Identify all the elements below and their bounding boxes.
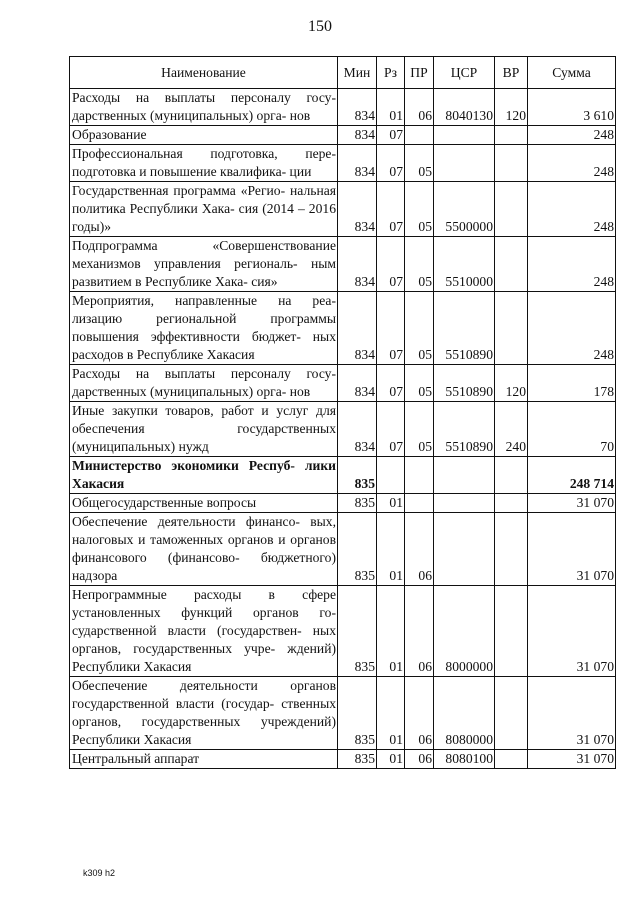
row-name-line: Расходы на выплаты персоналу госу- (72, 90, 336, 105)
row-pr: 05 (405, 145, 434, 182)
row-name-line: ственных органов, государственных (72, 696, 337, 729)
row-name-line: нов (289, 108, 311, 123)
row-name-line: Центральный аппарат (72, 751, 200, 766)
row-min: 835 (338, 457, 377, 494)
row-name (70, 365, 338, 402)
row-pr: 05 (405, 182, 434, 237)
row-name (70, 182, 338, 237)
row-name-line: государственной власти (государ- (72, 696, 275, 711)
row-name-line: дарственных (муниципальных) орга- (72, 108, 287, 123)
row-name-line: дарственных (муниципальных) орга- (72, 384, 287, 399)
row-name-line: ждений) Республики Хакасия (72, 641, 336, 674)
row-pr: 06 (405, 750, 434, 769)
row-vr (495, 292, 528, 365)
row-name-line: нов (289, 384, 311, 399)
row-csr: 5510890 (434, 402, 495, 457)
row-name-line: для обеспечения государственных (72, 403, 336, 436)
table-row (70, 292, 616, 365)
row-name-line: Профессиональная подготовка, пере- (72, 146, 336, 161)
row-min: 835 (338, 750, 377, 769)
row-min: 834 (338, 292, 377, 365)
row-rz: 07 (377, 237, 405, 292)
row-csr (434, 494, 495, 513)
row-csr (434, 457, 495, 494)
table-row (70, 677, 616, 750)
row-name (70, 750, 338, 769)
row-csr: 8080000 (434, 677, 495, 750)
row-pr: 06 (405, 89, 434, 126)
row-pr (405, 457, 434, 494)
row-vr (495, 182, 528, 237)
row-vr: 120 (495, 365, 528, 402)
table-row (70, 402, 616, 457)
row-csr (434, 145, 495, 182)
row-min: 835 (338, 494, 377, 513)
row-pr: 06 (405, 513, 434, 586)
table-header-row (70, 57, 616, 89)
row-name-line: Мероприятия, направленные на реа- (72, 293, 336, 308)
row-vr (495, 677, 528, 750)
table-row (70, 494, 616, 513)
table-row (70, 237, 616, 292)
header-csr: ЦСР (434, 57, 495, 89)
row-vr (495, 237, 528, 292)
page-number: 150 (308, 18, 332, 35)
row-sum: 31 070 (528, 586, 616, 677)
row-name-line: подготовка и повышение квалифика- (72, 164, 287, 179)
header-sum: Сумма (528, 57, 616, 89)
row-pr: 06 (405, 586, 434, 677)
row-sum: 248 (528, 126, 616, 145)
table-row (70, 750, 616, 769)
row-vr (495, 513, 528, 586)
row-name-line: лики Хакасия (72, 458, 336, 491)
row-vr: 120 (495, 89, 528, 126)
header-vr: ВР (495, 57, 528, 89)
row-sum: 248 (528, 145, 616, 182)
row-name (70, 126, 338, 145)
row-name-line: вых, налоговых и таможенных органов (72, 514, 336, 547)
row-rz: 01 (377, 677, 405, 750)
row-min: 834 (338, 402, 377, 457)
row-vr (495, 586, 528, 677)
row-name-line: Подпрограмма «Совершенствование (72, 238, 336, 253)
row-sum: 178 (528, 365, 616, 402)
row-min: 834 (338, 365, 377, 402)
table-row (70, 145, 616, 182)
row-name-line: повышения эффективности бюджет- (72, 329, 301, 344)
row-name-line: Непрограммные расходы в сфере (72, 587, 336, 602)
row-rz: 07 (377, 126, 405, 145)
row-name-line: (муниципальных) нужд (72, 439, 209, 454)
row-name-line: Министерство экономики Респуб- (72, 458, 295, 473)
row-sum: 248 (528, 182, 616, 237)
row-pr: 05 (405, 292, 434, 365)
row-rz: 07 (377, 292, 405, 365)
row-name-line: учреждений) Республики Хакасия (72, 714, 336, 747)
budget-table (69, 56, 616, 769)
row-vr (495, 457, 528, 494)
row-vr: 240 (495, 402, 528, 457)
row-rz: 07 (377, 402, 405, 457)
row-sum: 31 070 (528, 494, 616, 513)
row-rz: 01 (377, 513, 405, 586)
row-name (70, 513, 338, 586)
row-name (70, 677, 338, 750)
row-name-line: ных расходов в Республике Хакасия (72, 329, 336, 362)
row-vr (495, 750, 528, 769)
row-name-line: Расходы на выплаты персоналу госу- (72, 366, 336, 381)
row-csr: 8000000 (434, 586, 495, 677)
row-sum: 248 (528, 292, 616, 365)
row-name-line: Обеспечение деятельности органов (72, 678, 336, 693)
row-name-line: ным развитием в Республике Хака- (72, 256, 336, 289)
row-name-line: Обеспечение деятельности финансо- (72, 514, 300, 529)
row-sum: 31 070 (528, 750, 616, 769)
row-pr (405, 494, 434, 513)
row-name-line: бюджетного) надзора (72, 550, 336, 583)
row-sum: 31 070 (528, 677, 616, 750)
table-row (70, 365, 616, 402)
row-name-line: ных органов, государственных учре- (72, 623, 336, 656)
table-row (70, 126, 616, 145)
row-name (70, 145, 338, 182)
row-pr: 05 (405, 365, 434, 402)
row-sum: 3 610 (528, 89, 616, 126)
row-pr: 05 (405, 402, 434, 457)
table-row (70, 182, 616, 237)
row-name-line: Общегосударственные вопросы (72, 495, 257, 510)
row-min: 834 (338, 182, 377, 237)
row-pr: 05 (405, 237, 434, 292)
row-min: 835 (338, 513, 377, 586)
row-pr: 06 (405, 677, 434, 750)
header-name: Наименование (70, 57, 338, 89)
row-min: 834 (338, 89, 377, 126)
row-csr: 5500000 (434, 182, 495, 237)
row-name (70, 89, 338, 126)
table-row (70, 89, 616, 126)
row-name-line: ции (289, 164, 312, 179)
table-row (70, 457, 616, 494)
row-vr (495, 494, 528, 513)
row-name (70, 586, 338, 677)
row-csr (434, 513, 495, 586)
row-name-line: механизмов управления региональ- (72, 256, 298, 271)
row-name (70, 494, 338, 513)
row-name-line: Образование (72, 127, 147, 142)
row-rz: 01 (377, 89, 405, 126)
row-sum: 31 070 (528, 513, 616, 586)
row-rz: 07 (377, 145, 405, 182)
row-sum: 248 714 (528, 457, 616, 494)
row-min: 835 (338, 586, 377, 677)
row-min: 835 (338, 677, 377, 750)
row-vr (495, 145, 528, 182)
header-min: Мин (338, 57, 377, 89)
row-sum: 70 (528, 402, 616, 457)
row-csr: 5510890 (434, 292, 495, 365)
row-csr: 8080100 (434, 750, 495, 769)
table-row (70, 586, 616, 677)
row-name-line: лизацию региональной программы (72, 311, 336, 326)
row-csr: 8040130 (434, 89, 495, 126)
footer-code: k309 h2 (83, 868, 116, 878)
row-name-line: сударственной власти (государствен- (72, 623, 302, 638)
row-vr (495, 126, 528, 145)
row-name-line: и органов финансового (финансово- (72, 532, 336, 565)
row-min: 834 (338, 126, 377, 145)
row-min: 834 (338, 237, 377, 292)
row-rz: 01 (377, 586, 405, 677)
row-rz: 07 (377, 365, 405, 402)
row-name (70, 402, 338, 457)
row-csr: 5510000 (434, 237, 495, 292)
row-name (70, 237, 338, 292)
header-pr: ПР (405, 57, 434, 89)
row-min: 834 (338, 145, 377, 182)
row-rz (377, 457, 405, 494)
table-row (70, 513, 616, 586)
row-name-line: Государственная программа «Регио- (72, 183, 286, 198)
row-csr (434, 126, 495, 145)
row-name-line: сия» (251, 274, 278, 289)
row-name-line: сия (2014 – 2016 годы)» (72, 201, 336, 234)
row-pr (405, 126, 434, 145)
row-name-line: установленных функций органов го- (72, 605, 336, 620)
header-rz: Рз (377, 57, 405, 89)
row-csr: 5510890 (434, 365, 495, 402)
row-sum: 248 (528, 237, 616, 292)
row-name-line: нальная политика Республики Хака- (72, 183, 337, 216)
row-rz: 07 (377, 182, 405, 237)
row-name-line: Иные закупки товаров, работ и услуг (72, 403, 309, 418)
row-name (70, 292, 338, 365)
table-body (70, 89, 616, 769)
row-rz: 01 (377, 494, 405, 513)
row-rz: 01 (377, 750, 405, 769)
row-name (70, 457, 338, 494)
